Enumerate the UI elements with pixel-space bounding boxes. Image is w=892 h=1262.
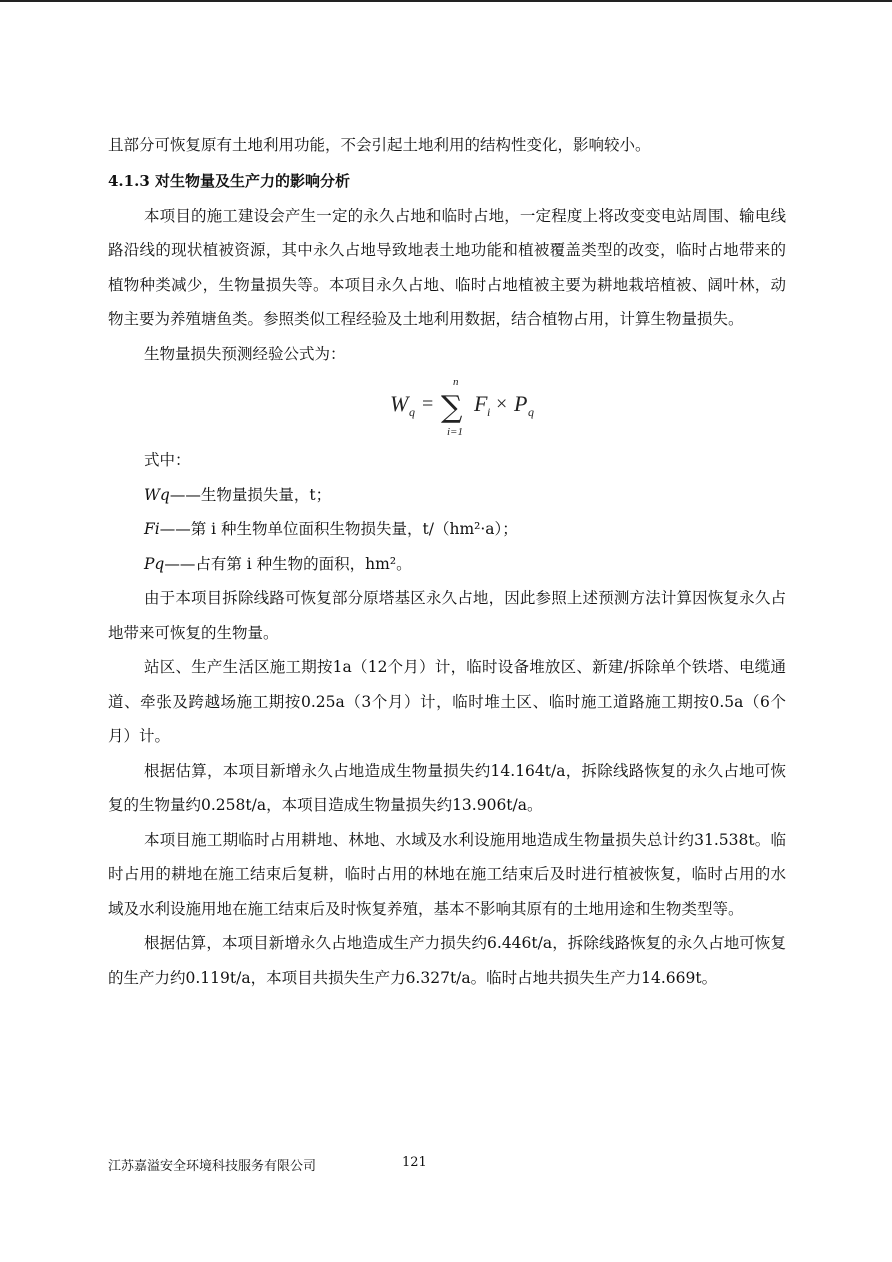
paragraph-1: 本项目的施工建设会产生一定的永久占地和临时占地，一定程度上将改变变电站周围、输电线路沿线的现状植被资源，其中永久占地导致地表土地功能和植被覆盖类型的改变，临时占地带来的植物种类减少，生物量损失等。本项目永久占地、临时占地植被主要为耕地栽培植被、阔叶林，动物主要为养殖塘鱼类。参照类似工程经验及土地利用数据，结合植物占用，计算生物量损失。 <box>108 206 786 328</box>
formula-sum-top: n <box>453 376 459 388</box>
definition-text: ——生物量损失量，t； <box>169 485 332 504</box>
definition-symbol: Wq <box>144 485 170 504</box>
biomass-formula <box>108 371 786 443</box>
formula-p: P <box>514 391 528 416</box>
formula-graphic <box>390 373 550 439</box>
formula-f: F <box>474 391 488 416</box>
paragraph-2: 由于本项目拆除线路可恢复部分原塔基区永久占地，因此参照上述预测方法计算因恢复永久占地带来可恢复的生物量。 <box>108 589 786 642</box>
definition-text: ——第 i 种生物单位面积生物损失量，t/（hm²·a）； <box>159 520 518 538</box>
footer-company: 江苏嘉溢安全环境科技服务有限公司 <box>108 1159 317 1174</box>
formula-times: × <box>496 393 508 415</box>
paragraph-5: 本项目施工期临时占用耕地、林地、水域及水利设施用地造成生物量损失总计约31.538t。临时占用的耕地在施工结束后复耕，临时占用的林地在施工结束后及时进行植被恢复，临时占用的水域及水利设施用地在施工结束后及时恢复养殖，基本不影响其原有的土地用途和生物类型等。 <box>108 830 786 918</box>
definition-text: ——占有第 i 种生物的面积，hm²。 <box>164 554 412 573</box>
formula-sum-sign: ∑ <box>441 390 463 425</box>
formula-f-sub: i <box>487 405 491 419</box>
formula-p-sub: q <box>528 405 534 419</box>
formula-intro: 生物量损失预测经验公式为： <box>144 344 346 363</box>
definition-pq <box>108 547 786 582</box>
paragraph-3: 站区、生产生活区施工期按1a（12个月）计，临时设备堆放区、新建/拆除单个铁塔、电缆通道、牵张及跨越场施工期按0.25a（3个月）计，临时堆土区、临时施工道路施工期按0.5a（6个月）计。 <box>108 658 786 745</box>
definition-wq <box>108 478 786 513</box>
page-body <box>108 128 786 995</box>
page-number: 121 <box>402 1155 427 1170</box>
formula-equals: = <box>422 393 434 415</box>
section-number: 4.1.3 <box>108 171 150 190</box>
paragraph-4: 根据估算，本项目新增永久占地造成生物量损失约14.164t/a，拆除线路恢复的永久占地可恢复的生物量约0.258t/a，本项目造成生物量损失约13.906t/a。 <box>108 761 786 814</box>
formula-sum-bottom: i=1 <box>447 426 463 438</box>
top-border-line <box>0 0 892 2</box>
formula-lhs-sub: q <box>409 405 415 419</box>
section-heading <box>108 163 786 199</box>
definition-symbol: Pq <box>144 554 165 573</box>
definition-symbol: Fi <box>144 520 160 538</box>
formula-lhs: W <box>390 391 409 416</box>
paragraph-6: 根据估算，本项目新增永久占地造成生产力损失约6.446t/a，拆除线路恢复的永久占地可恢复的生产力约0.119t/a，本项目共损失生产力6.327t/a。临时占地共损失生产力14.669t。 <box>108 934 786 987</box>
intro-line: 且部分可恢复原有土地利用功能，不会引起土地利用的结构性变化，影响较小。 <box>108 136 651 154</box>
where-label: 式中： <box>144 451 191 469</box>
definition-fi <box>108 512 786 547</box>
section-title: 对生物量及生产力的影响分析 <box>155 171 351 190</box>
